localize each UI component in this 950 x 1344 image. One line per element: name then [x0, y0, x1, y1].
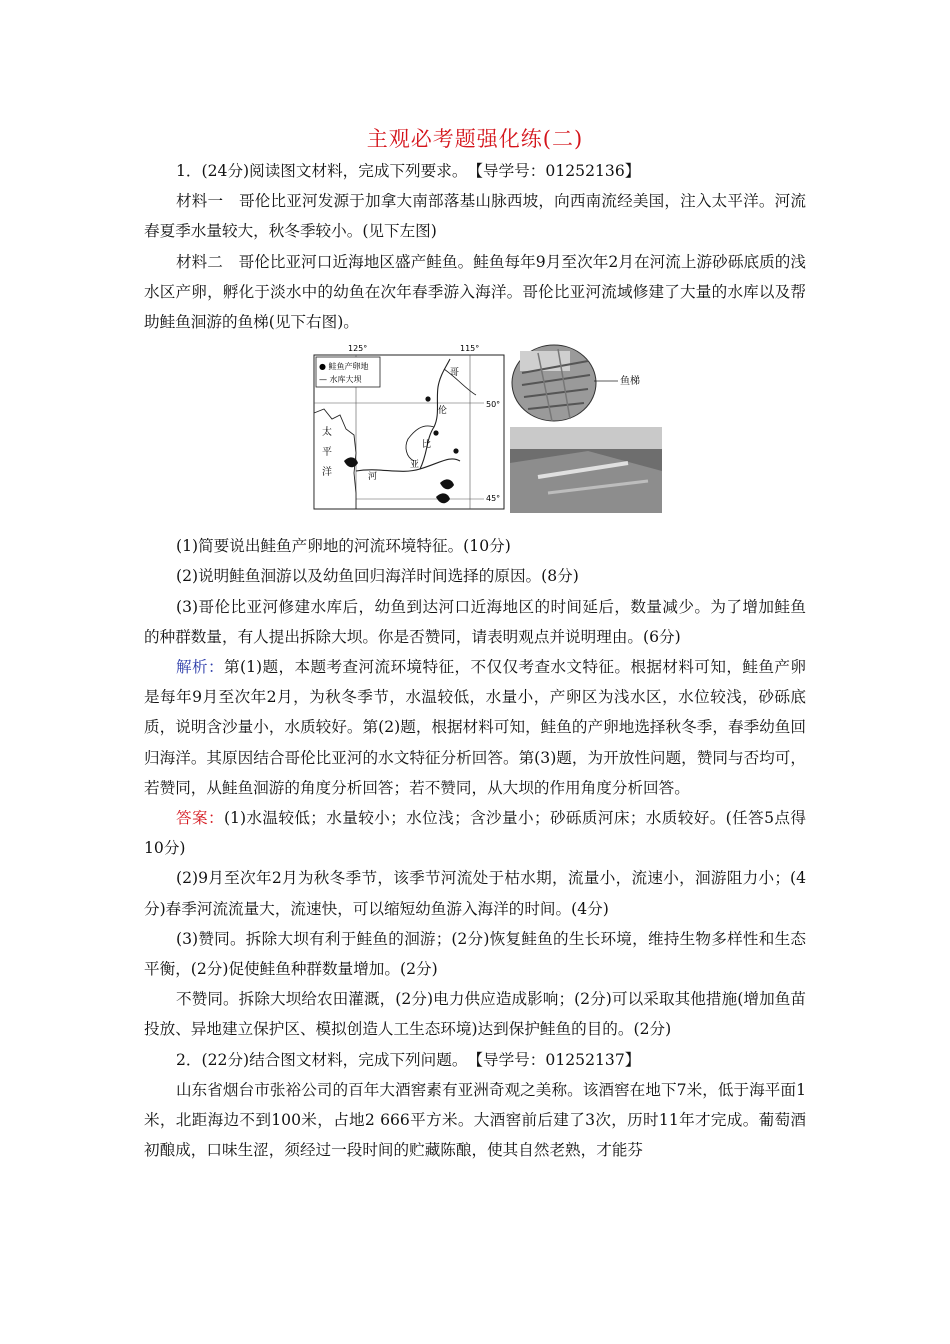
- q1-header: 1．(24分)阅读图文材料，完成下列要求。 【导学号：01252136】: [176, 162, 641, 180]
- river-char-4: 亚: [410, 460, 420, 471]
- ocean-char-1: 太: [322, 427, 332, 439]
- fish-ladder-label: 鱼梯: [620, 376, 640, 388]
- page-title: 主观必考题强化练(二): [366, 127, 584, 151]
- lat-50-label: 50°: [486, 400, 501, 410]
- legend-spawn: ● 鲑鱼产卵地: [319, 362, 369, 372]
- lon-115-label: 115°: [460, 344, 480, 354]
- q1-material-1: 材料一 哥伦比亚河发源于加拿大南部落基山脉西坡，向西南流经美国，注入太平洋。河流春夏季水量较大，秋冬季较小。(见下左图): [144, 192, 806, 241]
- lon-125-label: 125°: [348, 344, 368, 354]
- river-char-5: 河: [368, 472, 378, 483]
- columbia-river-map: [310, 343, 508, 515]
- answer-label: 答案：: [176, 809, 224, 828]
- q1-answer-3a: (3)赞同。拆除大坝有利于鲑鱼的洄游；(2分)恢复鲑鱼的生长环境，维持生物多样性和生态平衡，(2分)促使鲑鱼种群数量增加。(2分): [144, 929, 806, 979]
- q1-sub-3: (3)哥伦比亚河修建水库后，幼鱼到达河口近海地区的时间延后，数量减少。为了增加鲑鱼的种群数量，有人提出拆除大坝。你是否赞同，请表明观点并说明理由。(6分): [144, 597, 806, 646]
- legend-dam: — 水库大坝: [319, 375, 362, 385]
- answer-1-text: (1)水温较低；水量较小；水位浅；含沙量小；砂砾质河床；水质较好。(任答5点得10分): [144, 809, 806, 858]
- q1-answer-2: (2)9月至次年2月为秋冬季节，该季节河流处于枯水期，流量小，流速小，洄游阻力小；(4分)春季河流流量大，流速快，可以缩短幼鱼游入海洋的时间。(4分): [144, 869, 806, 918]
- river-char-1: 哥: [450, 368, 460, 379]
- fish-ladder-photos: [508, 343, 664, 515]
- q1-analysis: [144, 652, 806, 803]
- analysis-text: 第(1)题，本题考查河流环境特征，不仅仅考查水文特征。根据材料可知，鲑鱼产卵是每年9月至次年2月，为秋冬季节，水温较低，水量小，产卵区为浅水区，水位较浅，砂砾底质，说明含沙量小，水质较好。第(2)题，根据材料可知，鲑鱼的产卵地选择秋冬季，春季幼鱼回归海洋。其原因结合哥伦比亚河的水文特征分析回答。第(3)题，为开放性问题，赞同与否均可，若赞同，从鲑鱼洄游的角度分析回答；若不赞同，从大坝的作用角度分析回答。: [144, 658, 806, 797]
- q2-header: 2．(22分)结合图文材料，完成下列问题。 【导学号：01252137】: [176, 1050, 641, 1069]
- river-char-2: 伦: [438, 406, 448, 417]
- ocean-char-2: 平: [322, 447, 332, 459]
- lat-45-label: 45°: [486, 494, 501, 504]
- ocean-char-3: 洋: [322, 467, 332, 479]
- analysis-label: 解析：: [176, 658, 224, 677]
- q1-sub-1: (1)简要说出鲑鱼产卵地的河流环境特征。(10分): [176, 537, 511, 556]
- q1-sub-2: (2)说明鲑鱼洄游以及幼鱼回归海洋时间选择的原因。(8分): [176, 567, 579, 586]
- q1-answer-1: [144, 803, 806, 863]
- river-char-3: 比: [422, 440, 432, 451]
- document-body: [144, 156, 806, 1165]
- q2-text: 山东省烟台市张裕公司的百年大酒窖素有亚洲奇观之美称。该酒窖在地下7米，低于海平面1米，北距海边不到100米，占地2 666平方米。大酒窖前后建了3次，历时11年才完成。葡萄酒初酿成，口味生涩，须经过一段时间的贮藏陈酿，使其自然老熟，才能芬: [144, 1080, 806, 1160]
- q1-material-2: 材料二 哥伦比亚河口近海地区盛产鲑鱼。鲑鱼每年9月至次年2月在河流上游砂砾底质的浅水区产卵，孵化于淡水中的幼鱼在次年春季游入海洋。哥伦比亚河流域修建了大量的水库以及帮助鲑鱼洄游的鱼梯(见下右图)。: [144, 252, 806, 332]
- q1-figure: [144, 343, 806, 521]
- q1-answer-3b: 不赞同。拆除大坝给农田灌溉，(2分)电力供应造成影响；(2分)可以采取其他措施(增加鱼苗投放、异地建立保护区、模拟创造人工生态环境)达到保护鲑鱼的目的。(2分): [144, 990, 806, 1039]
